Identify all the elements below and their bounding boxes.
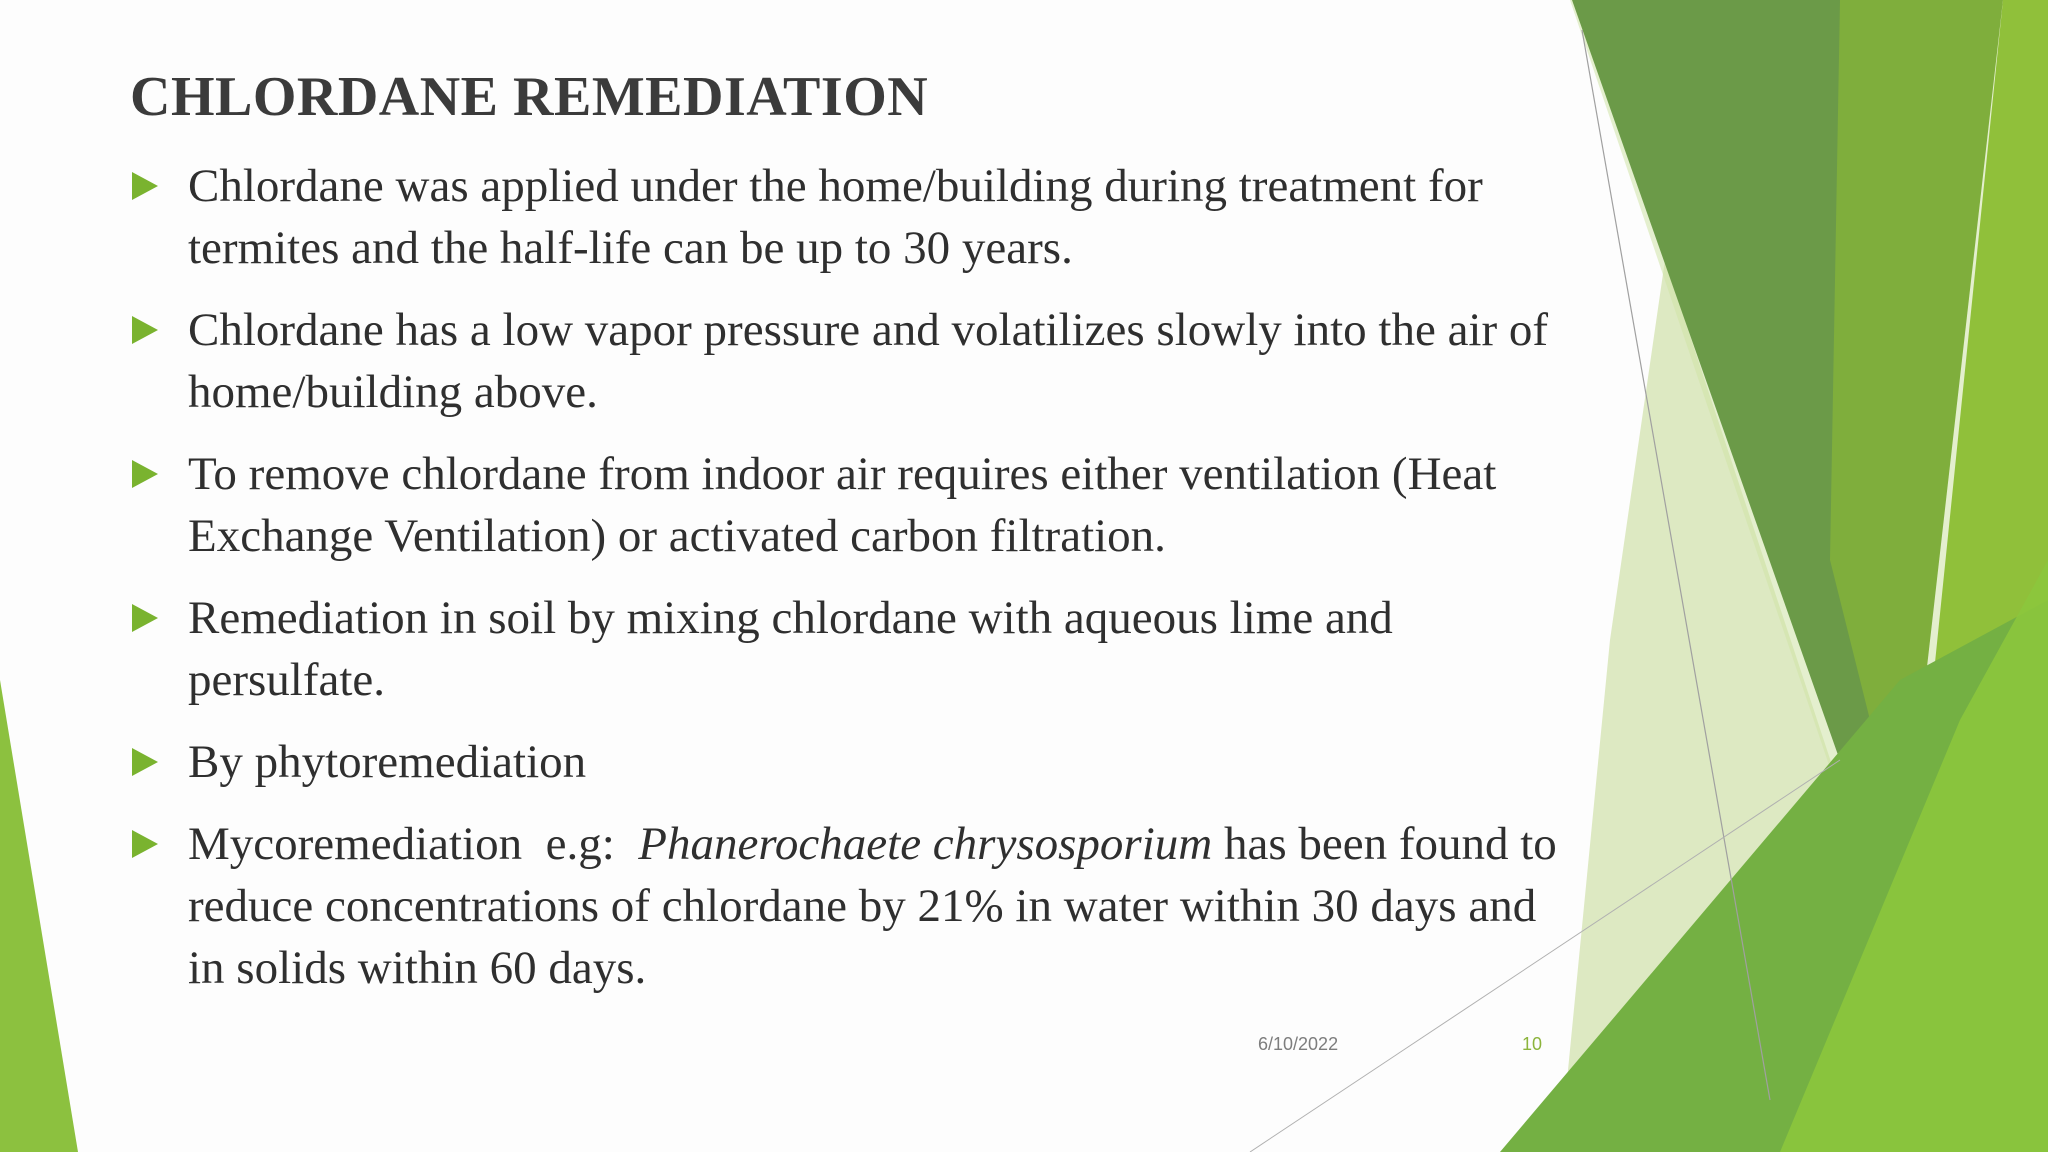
- species-name: Phanerochaete chrysosporium: [638, 818, 1213, 870]
- bullet-arrow-icon: [132, 316, 158, 344]
- bullet-text: By phytoremediation: [188, 736, 587, 788]
- bullet-item: [130, 731, 1560, 793]
- bullet-arrow-icon: [132, 460, 158, 488]
- bullet-arrow-icon: [132, 604, 158, 632]
- bullet-item: [130, 587, 1560, 711]
- slide-title: CHLORDANE REMEDIATION: [130, 66, 929, 128]
- bullet-text: Chlordane was applied under the home/building during treatment for termites and the half-life can be up to 30 years.: [188, 160, 1483, 274]
- bullet-arrow-icon: [132, 748, 158, 776]
- left-green-shape: [0, 680, 78, 1152]
- bullet-text-prefix: Mycoremediation e.g:: [188, 818, 639, 870]
- bullet-item: [130, 443, 1560, 567]
- slide-date: 6/10/2022: [1258, 1034, 1339, 1054]
- bullet-arrow-icon: [132, 172, 158, 200]
- bullet-item: [130, 299, 1560, 423]
- bullet-arrow-icon: [132, 830, 158, 858]
- bullet-list: [130, 155, 1560, 1019]
- bullet-item: [130, 813, 1560, 999]
- bullet-text-suffix: has been found to reduce concentrations of chlordane by 21% in water within 30 days and in solids within 60 days.: [188, 818, 1557, 994]
- bullet-text: Chlordane has a low vapor pressure and volatilizes slowly into the air of home/building above.: [188, 304, 1549, 418]
- bullet-item: [130, 155, 1560, 279]
- slide-page-number: 10: [1522, 1034, 1543, 1054]
- bullet-text: Remediation in soil by mixing chlordane with aqueous lime and persulfate.: [188, 592, 1393, 706]
- bullet-text: To remove chlordane from indoor air requires either ventilation (Heat Exchange Ventilation) or activated carbon filtration.: [188, 448, 1497, 562]
